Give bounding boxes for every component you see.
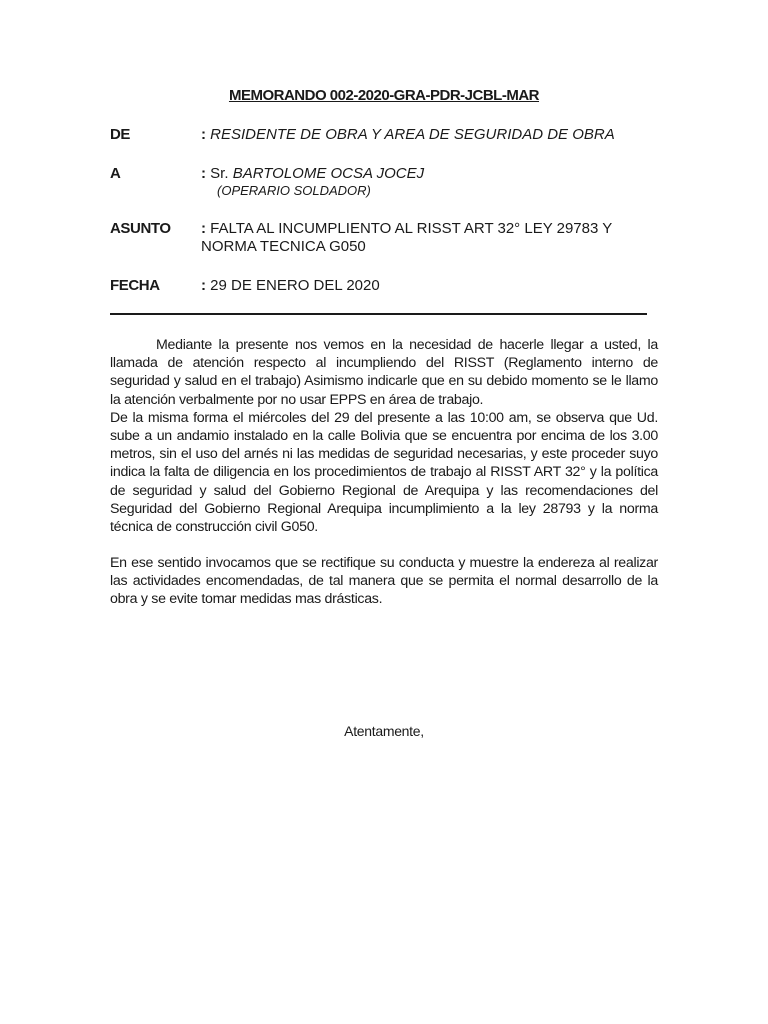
field-asunto-value-wrap	[201, 220, 658, 256]
field-fecha-colon: :	[201, 277, 206, 294]
body-paragraph-3: En ese sentido invocamos que se rectifique su conducta y muestre la endereza al realizar las actividades encomendadas, de tal manera que se permita el normal desarrollo de la obra y se evite tomar medidas mas drásticas.	[110, 555, 658, 608]
memo-title: MEMORANDO 002-2020-GRA-PDR-JCBL-MAR	[228, 87, 540, 104]
field-fecha-value: 29 DE ENERO DEL 2020	[210, 277, 380, 294]
header-divider	[110, 313, 647, 315]
field-de-label: DE	[110, 126, 131, 143]
field-a-label: A	[110, 165, 121, 182]
field-de-value: RESIDENTE DE OBRA Y AREA DE SEGURIDAD DE OBRA	[210, 126, 615, 143]
field-fecha-value-wrap	[201, 277, 658, 295]
field-asunto-colon: :	[201, 220, 206, 237]
field-a-value-wrap	[201, 165, 658, 199]
field-a-colon: :	[201, 165, 206, 182]
field-de-colon: :	[201, 126, 206, 143]
field-a-prefix: Sr.	[210, 165, 229, 182]
field-asunto-value: FALTA AL INCUMPLIENTO AL RISST ART 32° LEY 29783 Y NORMA TECNICA G050	[201, 220, 612, 255]
field-fecha-label: FECHA	[110, 277, 160, 294]
body-paragraph-2: De la misma forma el miércoles del 29 del presente a las 10:00 am, se observa que Ud. sube a un andamio instalado en la calle Bolivia que se encuentra por encima de los 3.00 metros, sin el uso del arnés ni las medidas de seguridad necesarias, y este proceder suyo indica la falta de diligencia en los procedimientos de trabajo al RISST ART 32° y la política de seguridad y salud del Gobierno Regional de Arequipa y las recomendaciones del Seguridad del Gobierno Regional Arequipa incumplimiento a la ley 28793 y la norma técnica de construcción civil G050.	[110, 409, 658, 536]
memo-body-closing-paragraph	[110, 554, 658, 609]
field-de-value-wrap	[201, 126, 658, 144]
closing-salutation: Atentamente,	[344, 723, 424, 739]
memo-body	[110, 336, 658, 536]
field-a-role: (OPERARIO SOLDADOR)	[217, 183, 371, 198]
field-asunto-label: ASUNTO	[110, 220, 171, 237]
field-a-name: BARTOLOME OCSA JOCEJ	[232, 165, 425, 182]
body-paragraph-1: Mediante la presente nos vemos en la necesidad de hacerle llegar a usted, la llamada de atención respecto al incumpliendo del RISST (Reglamento interno de seguridad y salud en el trabajo) Asimismo indicarle que en su debido momento se le llamo la atención verbalmente por no usar EPPS en área de trabajo.	[110, 337, 658, 408]
